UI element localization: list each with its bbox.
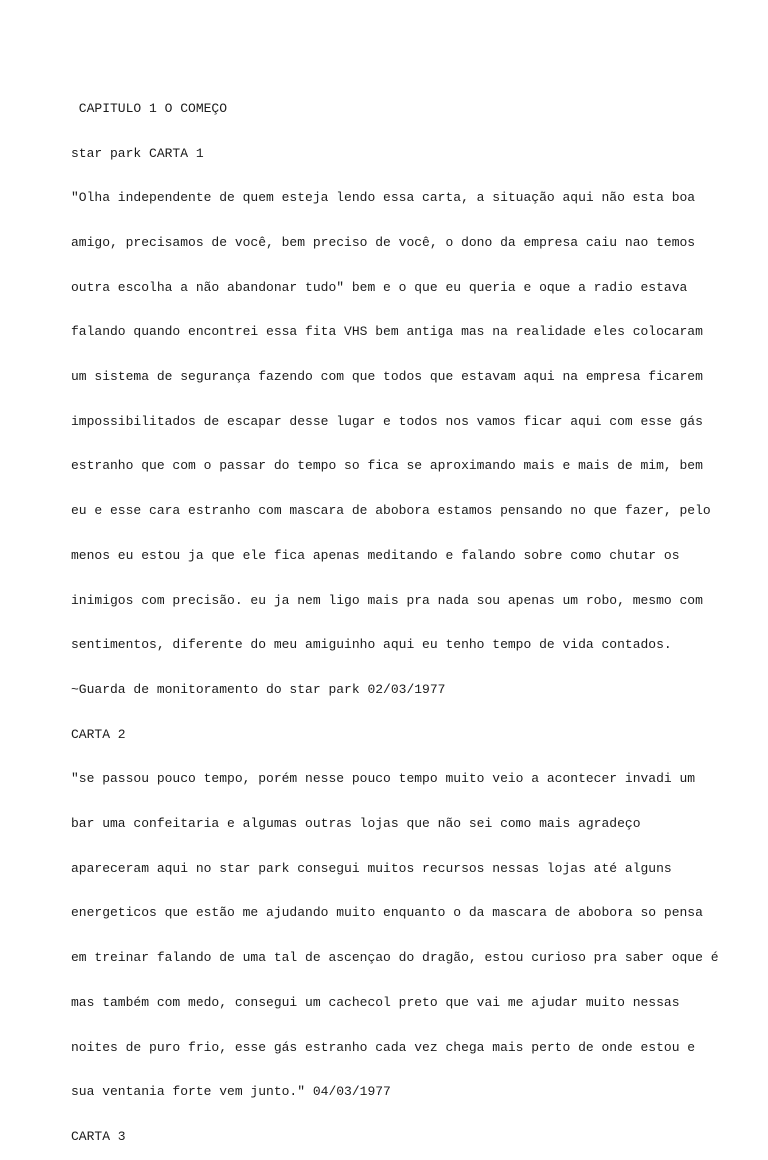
text-line: outra escolha a não abandonar tudo" bem e o que eu queria e oque a radio estava: [71, 279, 688, 295]
text-line: energeticos que estão me ajudando muito enquanto o da mascara de abobora so pensa: [71, 905, 703, 921]
text-line: sentimentos, diferente do meu amiguinho aqui eu tenho tempo de vida contados.: [71, 637, 672, 653]
text-line: um sistema de segurança fazendo com que todos que estavam aqui na empresa ficarem: [71, 369, 703, 385]
text-line: em treinar falando de uma tal de ascençao do dragão, estou curioso pra saber oque é: [71, 950, 719, 966]
text-line: "Olha independente de quem esteja lendo essa carta, a situação aqui não esta boa: [71, 190, 696, 206]
letter-signature: ~Guarda de monitoramento do star park 02/03/1977: [71, 681, 446, 697]
text-line: bar uma confeitaria e algumas outras lojas que não sei como mais agradeço: [71, 816, 641, 832]
text-line: eu e esse cara estranho com mascara de abobora estamos pensando no que fazer, pelo: [71, 503, 711, 519]
text-line: menos eu estou ja que ele fica apenas meditando e falando sobre como chutar os: [71, 547, 680, 563]
document-page: [71, 72, 719, 1160]
text-line: falando quando encontrei essa fita VHS bem antiga mas na realidade eles colocaram: [71, 324, 703, 340]
chapter-title: CAPITULO 1 O COMEÇO: [71, 100, 228, 116]
text-line: apareceram aqui no star park consegui muitos recursos nessas lojas até alguns: [71, 860, 672, 876]
text-line: amigo, precisamos de você, bem preciso de você, o dono da empresa caiu nao temos: [71, 234, 696, 250]
text-line: mas também com medo, consegui um cachecol preto que vai me ajudar muito nessas: [71, 994, 680, 1010]
text-line: estranho que com o passar do tempo so fica se aproximando mais e mais de mim, bem: [71, 458, 703, 474]
letter-heading: star park CARTA 1: [71, 145, 204, 161]
text-line: inimigos com precisão. eu ja nem ligo mais pra nada sou apenas um robo, mesmo com: [71, 592, 703, 608]
text-line: impossibilitados de escapar desse lugar e todos nos vamos ficar aqui com esse gás: [71, 413, 703, 429]
text-line: "se passou pouco tempo, porém nesse pouco tempo muito veio a acontecer invadi um: [71, 771, 696, 787]
letter-heading: CARTA 2: [71, 726, 126, 742]
letter-heading: CARTA 3: [71, 1128, 126, 1144]
text-line: sua ventania forte vem junto." 04/03/1977: [71, 1084, 391, 1100]
text-line: noites de puro frio, esse gás estranho cada vez chega mais perto de onde estou e: [71, 1039, 696, 1055]
